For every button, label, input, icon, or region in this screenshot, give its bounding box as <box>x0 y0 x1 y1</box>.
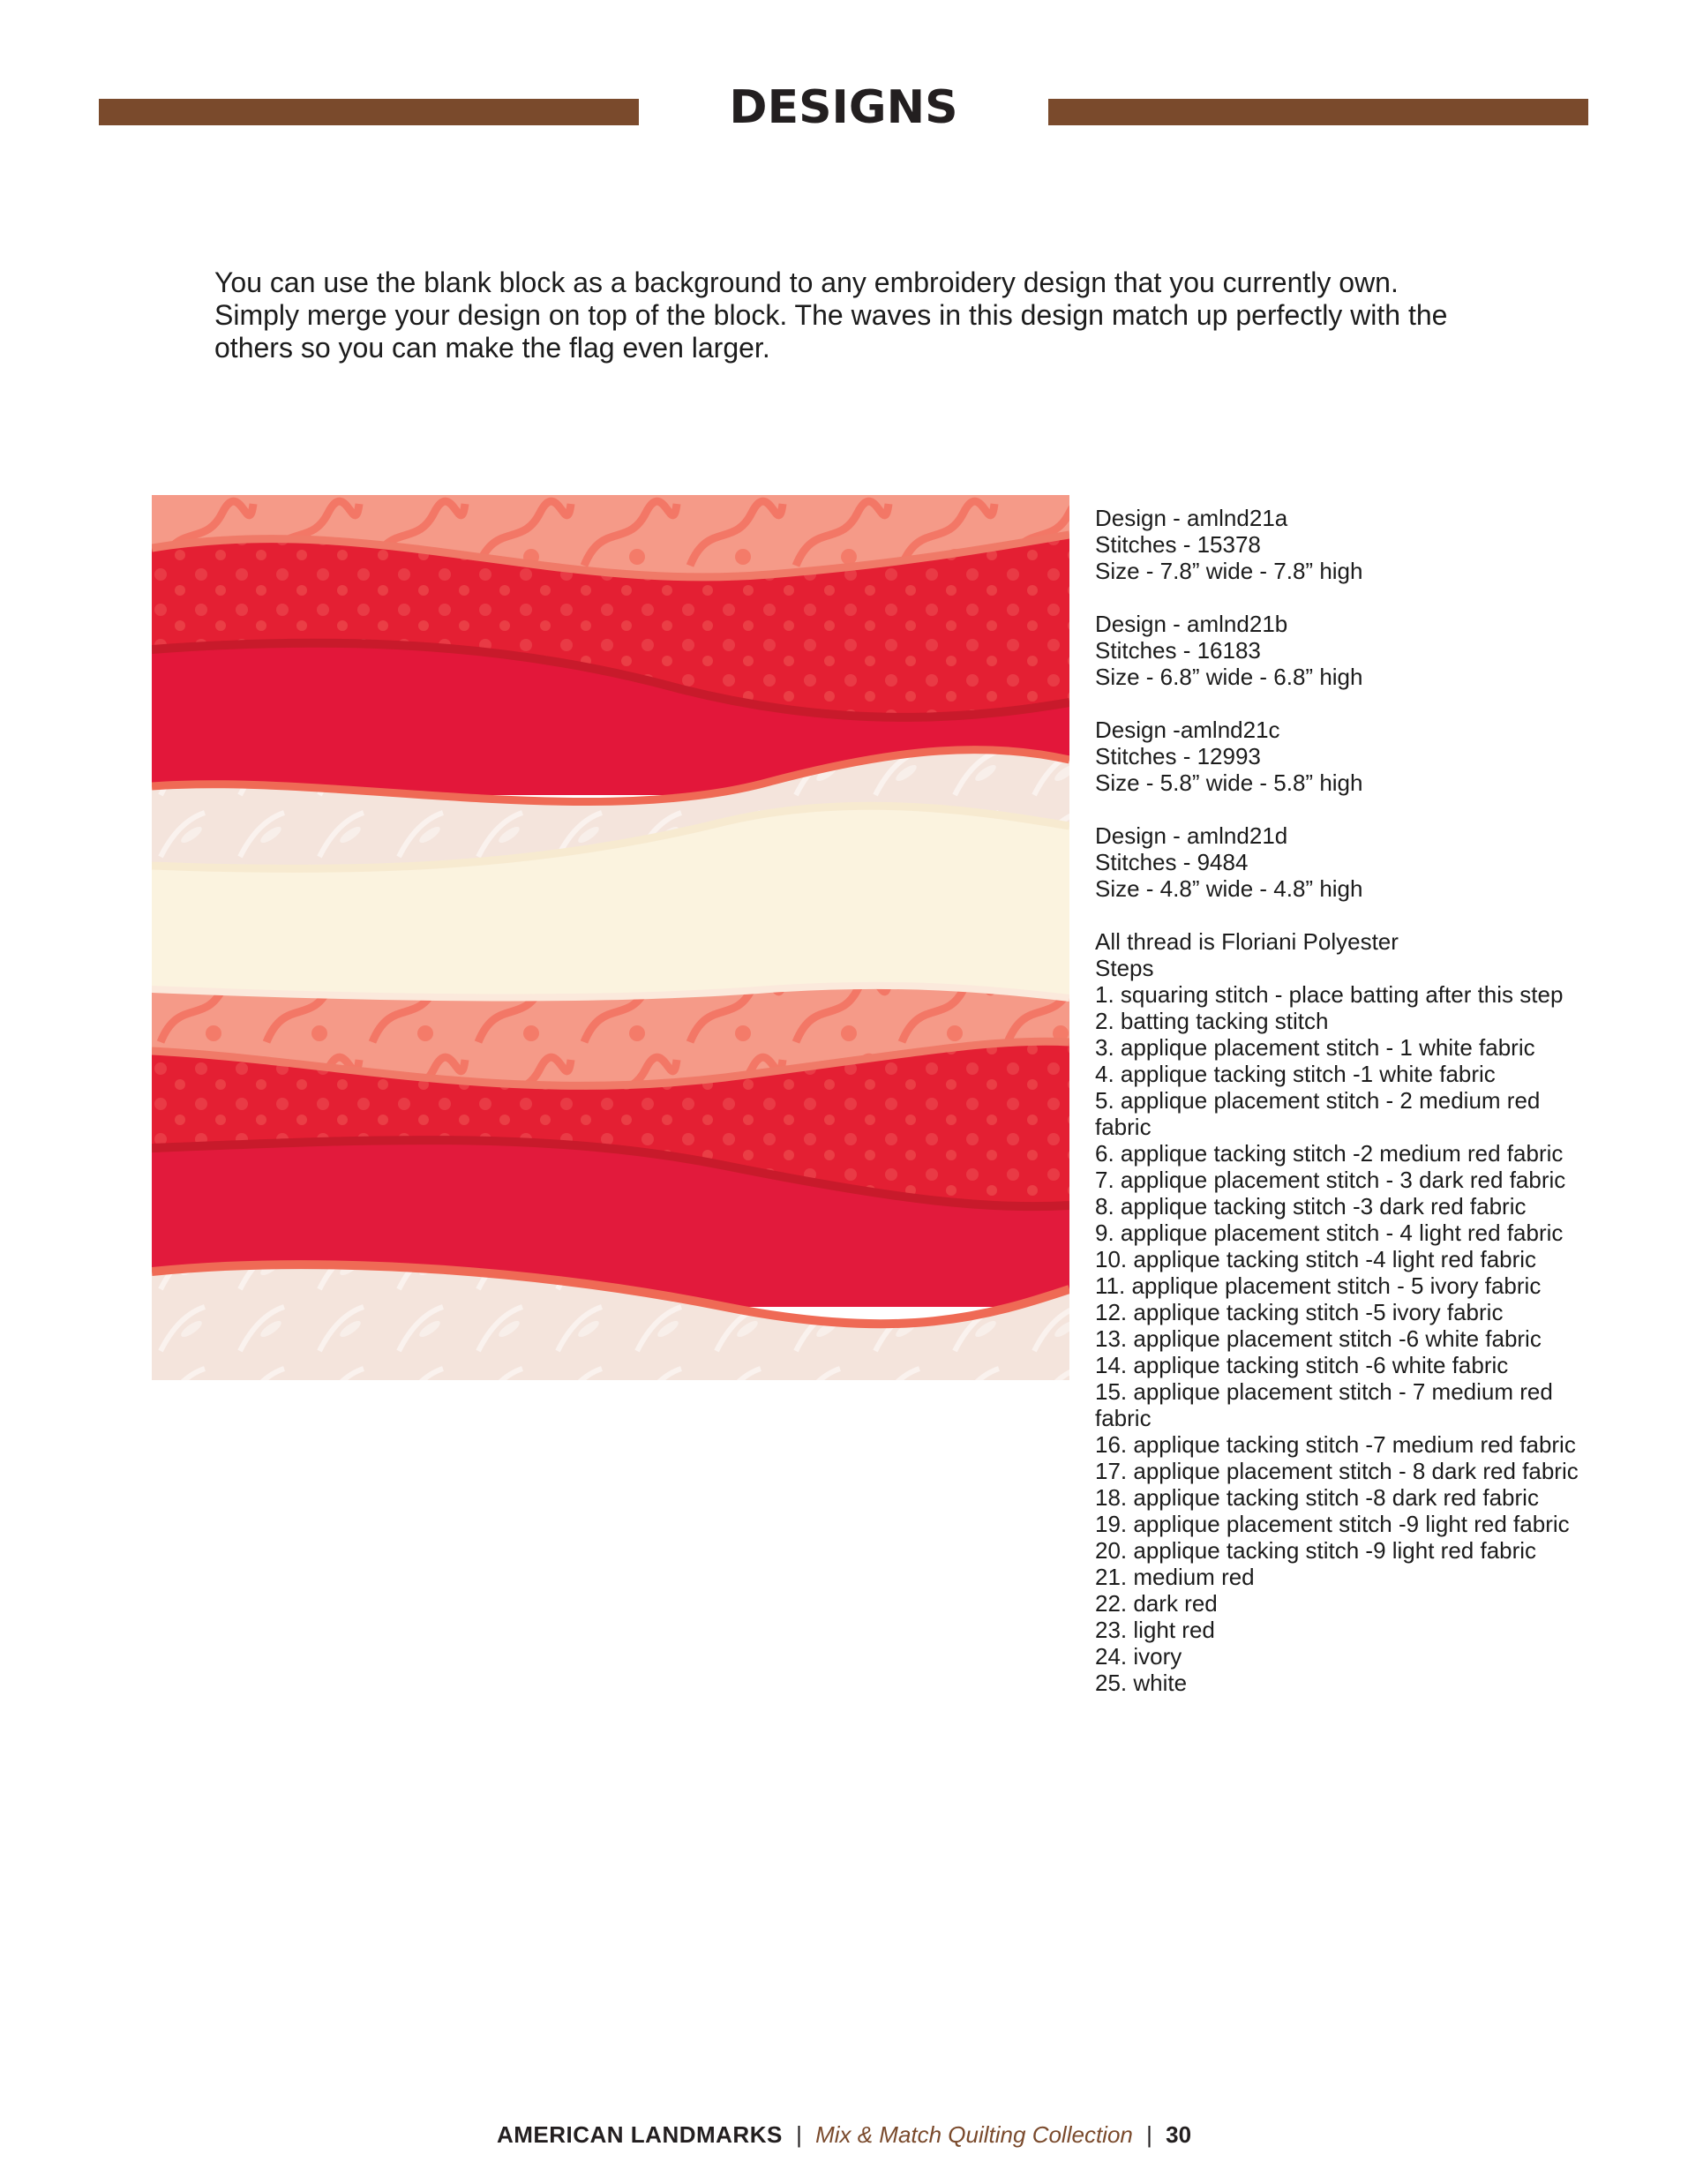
header-rule-left <box>99 99 639 125</box>
list-item: 8. applique tacking stitch -3 dark red fabric <box>1095 1193 1527 1220</box>
footer-separator: | <box>796 2121 802 2148</box>
steps-heading: Steps <box>1095 955 1154 981</box>
footer-separator: | <box>1146 2121 1152 2148</box>
list-item: 2. batting tacking stitch <box>1095 1008 1329 1034</box>
list-item: 13. applique placement stitch -6 white fabric <box>1095 1325 1542 1352</box>
list-item: 25. white <box>1095 1670 1188 1696</box>
intro-paragraph: You can use the blank block as a background to any embroidery design that you currently own. Simply merge your design on top of the block. The waves in this design match up perfectly with the others so you can make the flag even larger. <box>214 266 1448 364</box>
list-item: 17. applique placement stitch - 8 dark red fabric <box>1095 1458 1579 1484</box>
design-name: Design - amlnd21d <box>1095 822 1288 849</box>
list-item: 14. applique tacking stitch -6 white fabric <box>1095 1352 1509 1378</box>
list-item: 1. squaring stitch - place batting after this step <box>1095 981 1564 1008</box>
list-item: 5. applique placement stitch - 2 medium red fabric <box>1095 1087 1541 1140</box>
list-item: 21. medium red <box>1095 1564 1255 1590</box>
design-spec-b <box>1095 611 1589 690</box>
list-item: 11. applique placement stitch - 5 ivory fabric <box>1095 1272 1542 1299</box>
design-size: Size - 5.8” wide - 5.8” high <box>1095 769 1363 796</box>
design-stitches: Stitches - 12993 <box>1095 743 1261 769</box>
list-item: 15. applique placement stitch - 7 medium red fabric <box>1095 1378 1553 1431</box>
design-name: Design - amlnd21b <box>1095 611 1288 637</box>
quilt-block-image <box>152 495 1069 1380</box>
design-size: Size - 4.8” wide - 4.8” high <box>1095 875 1363 902</box>
design-specs <box>1095 505 1589 1696</box>
header-rule-right <box>1048 99 1588 125</box>
page-number: 30 <box>1166 2121 1192 2148</box>
design-size: Size - 6.8” wide - 6.8” high <box>1095 664 1363 690</box>
list-item: 10. applique tacking stitch -4 light red fabric <box>1095 1246 1537 1272</box>
design-spec-a <box>1095 505 1589 584</box>
list-item: 3. applique placement stitch - 1 white fabric <box>1095 1034 1535 1061</box>
list-item: 12. applique tacking stitch -5 ivory fabric <box>1095 1299 1504 1325</box>
design-stitches: Stitches - 9484 <box>1095 849 1249 875</box>
design-stitches: Stitches - 15378 <box>1095 531 1261 558</box>
list-item: 22. dark red <box>1095 1590 1218 1617</box>
design-spec-c <box>1095 717 1589 796</box>
list-item: 24. ivory <box>1095 1643 1182 1670</box>
footer-brand: AMERICAN LANDMARKS <box>496 2121 783 2148</box>
page-title: DESIGNS <box>729 81 958 134</box>
design-size: Size - 7.8” wide - 7.8” high <box>1095 558 1363 584</box>
design-stitches: Stitches - 16183 <box>1095 637 1261 664</box>
list-item: 4. applique tacking stitch -1 white fabric <box>1095 1061 1496 1087</box>
list-item: 23. light red <box>1095 1617 1215 1643</box>
design-name: Design - amlnd21a <box>1095 505 1288 531</box>
footer-collection: Mix & Match Quilting Collection <box>815 2121 1133 2148</box>
list-item: 9. applique placement stitch - 4 light red fabric <box>1095 1220 1564 1246</box>
design-spec-d <box>1095 822 1589 902</box>
list-item: 20. applique tacking stitch -9 light red fabric <box>1095 1537 1537 1564</box>
steps-list <box>1095 981 1589 1696</box>
list-item: 18. applique tacking stitch -8 dark red fabric <box>1095 1484 1539 1511</box>
design-name: Design -amlnd21c <box>1095 717 1280 743</box>
thread-note: All thread is Floriani Polyester <box>1095 928 1399 955</box>
list-item: 6. applique tacking stitch -2 medium red fabric <box>1095 1140 1564 1167</box>
list-item: 16. applique tacking stitch -7 medium red fabric <box>1095 1431 1576 1458</box>
list-item: 7. applique placement stitch - 3 dark red fabric <box>1095 1167 1566 1193</box>
list-item: 19. applique placement stitch -9 light red fabric <box>1095 1511 1570 1537</box>
page-footer <box>0 2121 1688 2149</box>
